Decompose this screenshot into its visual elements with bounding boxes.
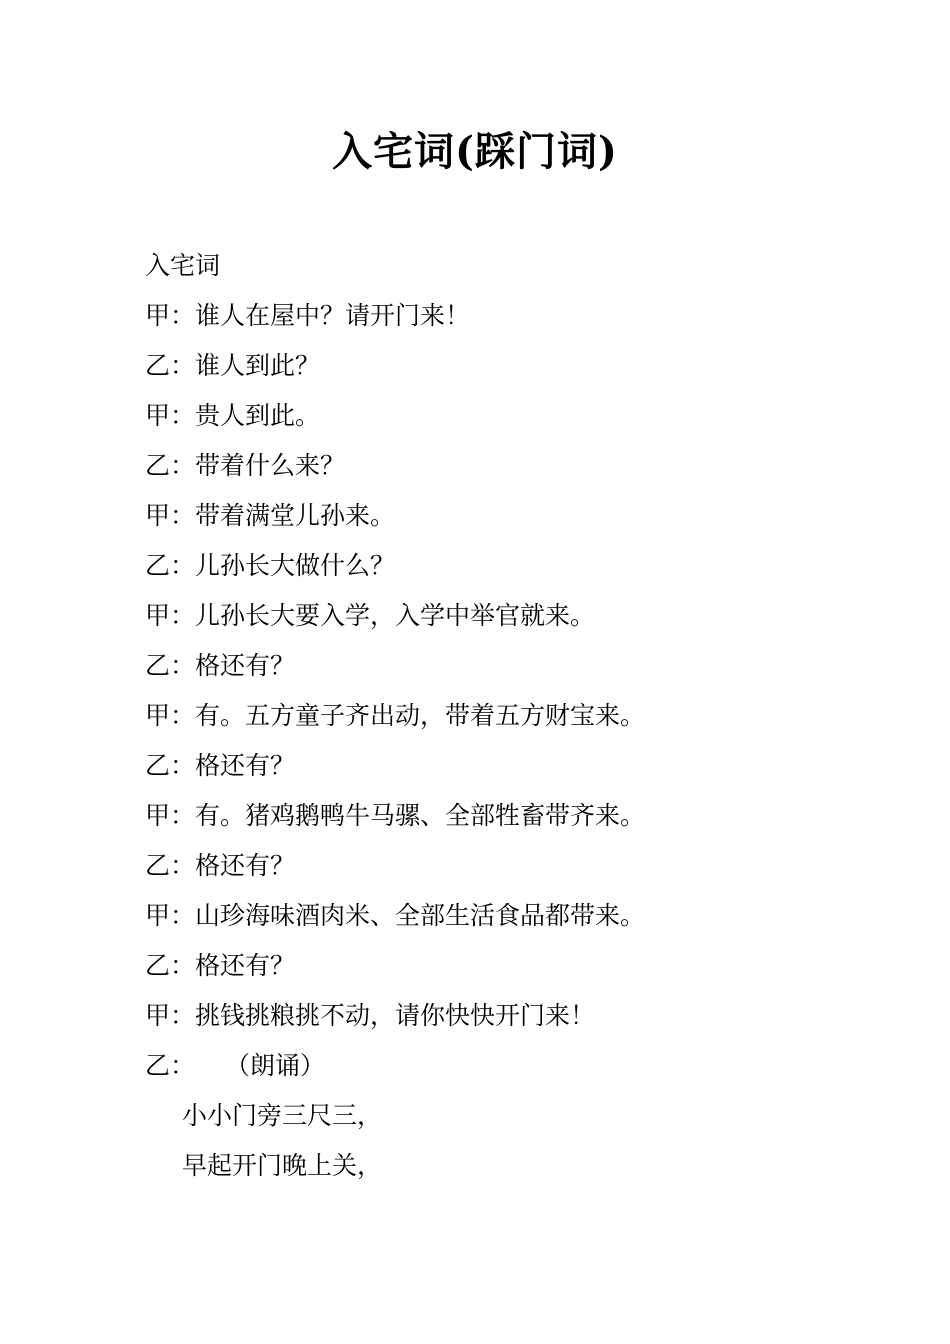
dialogue-text: 谁人在屋中？请开门来！ bbox=[195, 301, 471, 330]
dialogue-line bbox=[145, 594, 905, 644]
dialogue-text: 格还有？ bbox=[195, 951, 296, 980]
verse-line: 小小门旁三尺三， bbox=[182, 1101, 383, 1130]
speaker-label: 乙： bbox=[145, 451, 196, 480]
dialogue-line bbox=[145, 694, 905, 744]
dialogue-text: 带着满堂儿孙来。 bbox=[195, 501, 396, 530]
dialogue-text: 儿孙长大要入学，入学中举官就来。 bbox=[195, 601, 596, 630]
dialogue-line bbox=[145, 294, 905, 344]
dialogue-text: 格还有？ bbox=[195, 751, 296, 780]
dialogue-text: 儿孙长大做什么？ bbox=[195, 551, 396, 580]
dialogue-line bbox=[145, 444, 905, 494]
dialogue-line bbox=[145, 544, 905, 594]
dialogue-line bbox=[145, 644, 905, 694]
dialogue-line bbox=[145, 344, 905, 394]
dialogue-line bbox=[145, 994, 905, 1044]
dialogue-line bbox=[145, 744, 905, 794]
dialogue-line bbox=[145, 394, 905, 444]
document-title: 入宅词(踩门词) bbox=[332, 128, 618, 175]
dialogue-line bbox=[145, 894, 905, 944]
dialogue-text: 山珍海味酒肉米、全部生活食品都带来。 bbox=[195, 901, 646, 930]
dialogue-text: 有。猪鸡鹅鸭牛马骡、全部牲畜带齐来。 bbox=[195, 801, 646, 830]
speaker-label: 甲： bbox=[145, 501, 196, 530]
dialogue-line bbox=[145, 494, 905, 544]
dialogue-line bbox=[145, 844, 905, 894]
speaker-label: 甲： bbox=[145, 801, 196, 830]
speaker-label: 甲： bbox=[145, 901, 196, 930]
dialogue-text: 贵人到此。 bbox=[195, 401, 321, 430]
section-heading: 入宅词 bbox=[145, 251, 221, 280]
speaker-label: 乙： bbox=[145, 951, 196, 980]
speaker-label: 乙： bbox=[145, 651, 196, 680]
dialogue-text: 格还有？ bbox=[195, 851, 296, 880]
dialogue-text: 格还有？ bbox=[195, 651, 296, 680]
speaker-label: 甲： bbox=[145, 401, 196, 430]
speaker-label: 乙： bbox=[145, 1051, 196, 1080]
dialogue-text: 谁人到此？ bbox=[195, 351, 321, 380]
dialogue-line bbox=[145, 1044, 905, 1094]
dialogue-text: （朗诵） bbox=[225, 1051, 326, 1080]
speaker-label: 乙： bbox=[145, 351, 196, 380]
dialogue-text: 挑钱挑粮挑不动，请你快快开门来！ bbox=[195, 1001, 596, 1030]
speaker-label: 甲： bbox=[145, 1001, 196, 1030]
speaker-label: 乙： bbox=[145, 751, 196, 780]
dialogue-text: 有。五方童子齐出动，带着五方财宝来。 bbox=[195, 701, 646, 730]
speaker-label: 甲： bbox=[145, 701, 196, 730]
dialogue-line bbox=[145, 794, 905, 844]
speaker-label: 甲： bbox=[145, 301, 196, 330]
speaker-label: 乙： bbox=[145, 851, 196, 880]
document-body bbox=[145, 244, 905, 1194]
verse-line: 早起开门晚上关， bbox=[182, 1151, 383, 1180]
speaker-label: 甲： bbox=[145, 601, 196, 630]
dialogue-line bbox=[145, 944, 905, 994]
speaker-label: 乙： bbox=[145, 551, 196, 580]
dialogue-text: 带着什么来？ bbox=[195, 451, 346, 480]
